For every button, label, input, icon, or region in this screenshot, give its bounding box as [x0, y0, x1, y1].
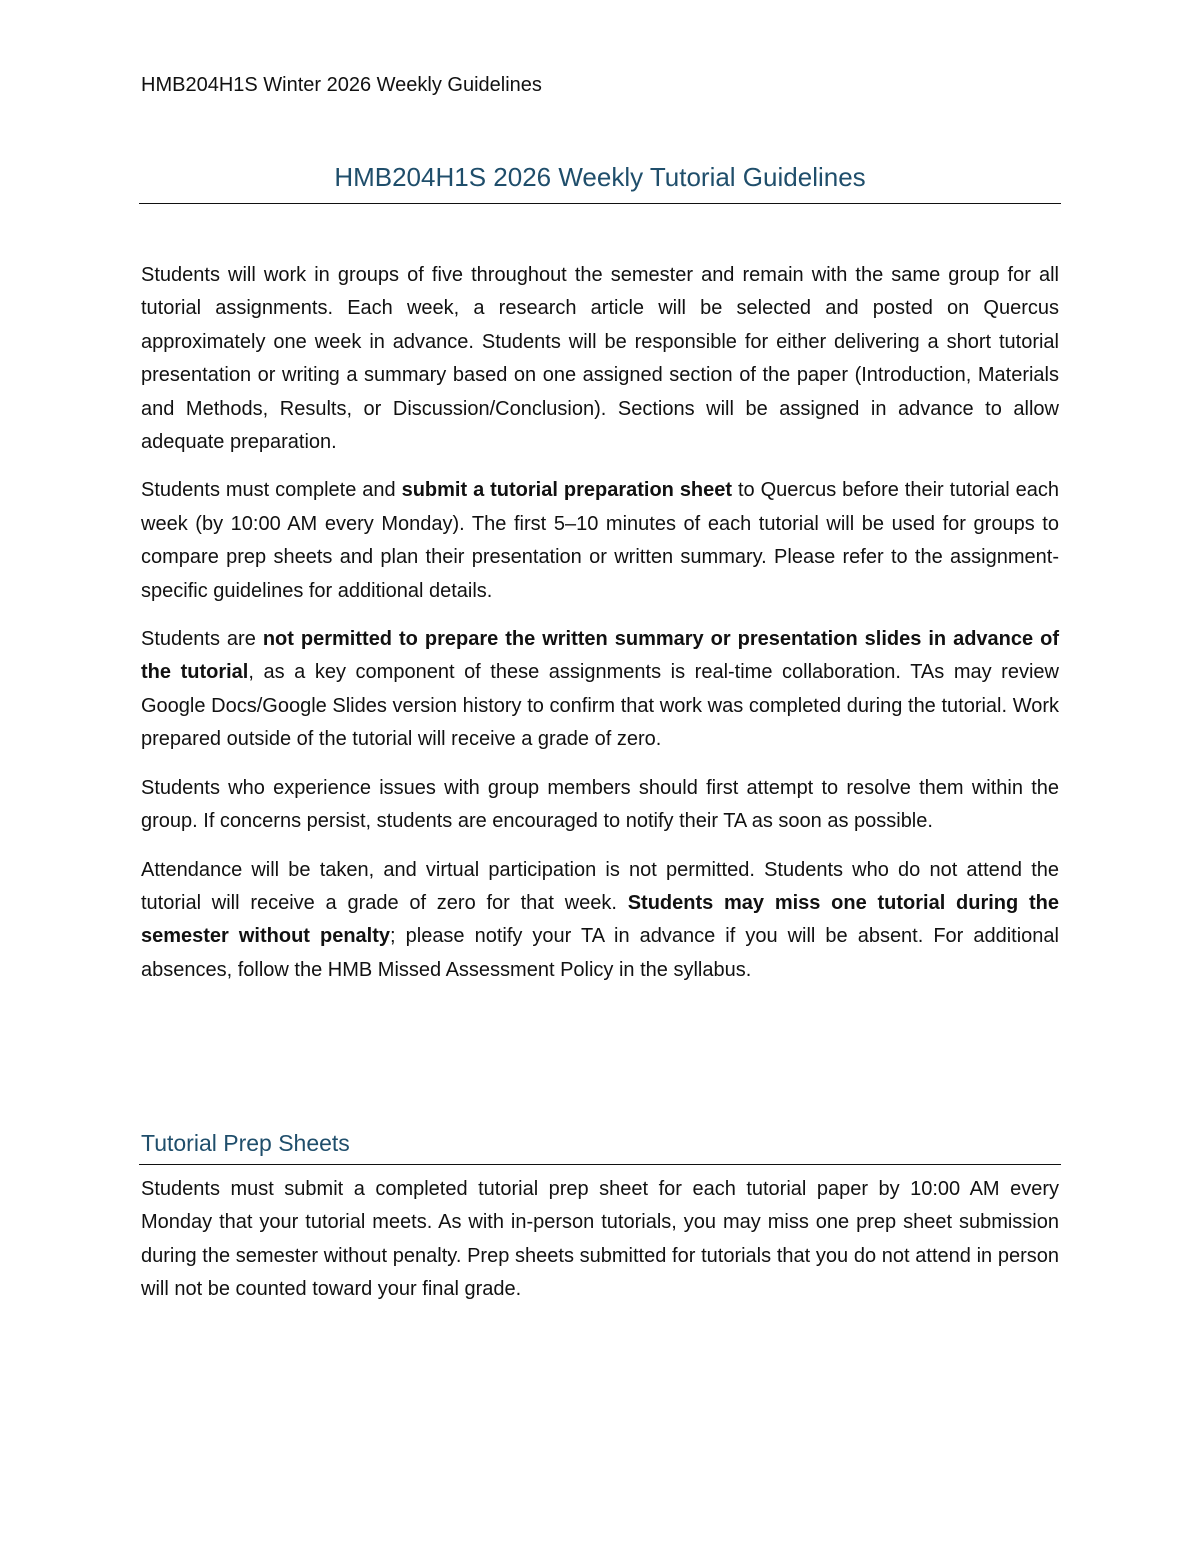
paragraph-text: , as a key component of these assignments is real-time collaboration. TAs may review Google Docs/Google Slides version history to confirm that work was completed during the tutorial. Work prepared outside of the tutorial will receive a grade of zero.: [141, 661, 1059, 751]
paragraph-text: to Quercus before their tutorial each week (by 10:00 AM every Monday). The first 5–10 minutes of each tutorial will be used for groups to compare prep sheets and plan their presentation or written summary. Please refer to the assignment-specific guidelines for additional details.: [141, 479, 1059, 602]
running-header: HMB204H1S Winter 2026 Weekly Guidelines: [141, 74, 542, 96]
paragraph-text: Students are: [141, 628, 263, 651]
paragraph-text: Attendance will be taken, and virtual participation is not permitted. Students who do not attend the tutorial will receive a grade of zero for that week.: [141, 858, 1059, 914]
title-divider: [139, 203, 1061, 204]
section-divider: [139, 1164, 1061, 1165]
section-body: [141, 1173, 1059, 1322]
paragraph-prep-sheet: [141, 474, 1059, 608]
paragraph-text: Students must complete and: [141, 479, 402, 502]
document-body: [141, 259, 1059, 1002]
section-heading: Tutorial Prep Sheets: [141, 1130, 350, 1156]
document-title: HMB204H1S 2026 Weekly Tutorial Guidelines: [334, 162, 866, 192]
paragraph-prep-sheets: Students must submit a completed tutorial prep sheet for each tutorial paper by 10:00 AM every Monday that your tutorial meets. As with in-person tutorials, you may miss one prep sheet submission during the semester without penalty. Prep sheets submitted for tutorials that you do not attend in person will not be counted toward your final grade.: [141, 1178, 1059, 1301]
paragraph-text: ; please notify your TA in advance if you will be absent. For additional absences, follow the HMB Missed Assessment Policy in the syllabus.: [141, 925, 1059, 981]
paragraph-attendance: [141, 854, 1059, 988]
emphasis-text: submit a tutorial preparation sheet: [401, 479, 733, 502]
paragraph-groups: Students will work in groups of five throughout the semester and remain with the same group for all tutorial assignments. Each week, a research article will be selected and posted on Quercus approximately one week in advance. Students will be responsible for either delivering a short tutorial presentation or writing a summary based on one assigned section of the paper (Introduction, Materials and Methods, Results, or Discussion/Conclusion). Sections will be assigned in advance to allow adequate preparation.: [141, 264, 1059, 454]
emphasis-text: not permitted to prepare the written summary or presentation slides in advance of the tutorial: [141, 628, 1059, 684]
paragraph-group-issues: Students who experience issues with group members should first attempt to resolve them within the group. If concerns persist, students are encouraged to notify their TA as soon as possible.: [141, 776, 1059, 833]
emphasis-text: Students may miss one tutorial during the semester without penalty: [141, 891, 1059, 948]
paragraph-not-permitted: [141, 623, 1059, 757]
